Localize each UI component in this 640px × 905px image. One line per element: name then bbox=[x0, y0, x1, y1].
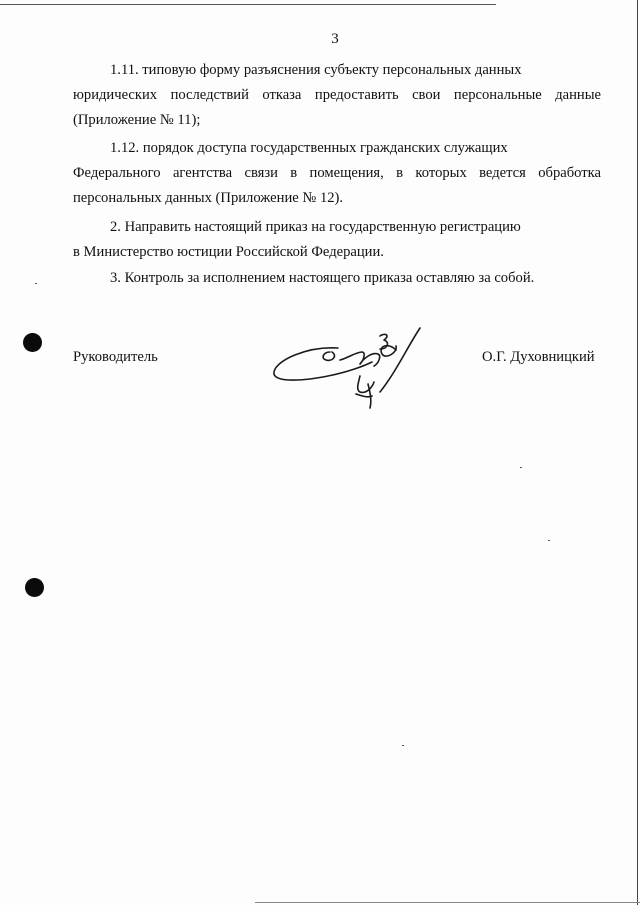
scan-speck bbox=[35, 283, 37, 284]
punch-hole bbox=[25, 578, 44, 597]
paragraph-3 bbox=[73, 266, 601, 291]
paragraph-1-12 bbox=[73, 136, 601, 211]
paragraph-first-line: 1.11. типовую форму разъяснения субъекту персональных данных bbox=[110, 62, 522, 78]
scan-bottom-edge bbox=[255, 902, 640, 903]
scan-speck bbox=[402, 745, 404, 746]
paragraph-continuation: Федерального агентства связи в помещения, в которых ведется обработка персональных данных (Приложение № 12). bbox=[73, 165, 601, 206]
signatory-position: Руководитель bbox=[73, 349, 158, 365]
paragraph-first-line: 3. Контроль за исполнением настоящего приказа оставляю за собой. bbox=[110, 270, 535, 286]
paragraph-first-line: 2. Направить настоящий приказ на государственную регистрацию bbox=[110, 219, 521, 235]
paragraph-2 bbox=[73, 215, 601, 265]
scan-speck bbox=[548, 540, 550, 541]
paragraph-continuation: в Министерство юстиции Российской Федерации. bbox=[73, 244, 384, 260]
handwritten-signature bbox=[268, 322, 428, 414]
scan-right-edge bbox=[637, 0, 638, 905]
paragraph-continuation: юридических последствий отказа предоставить свои персональные данные (Приложение № 11); bbox=[73, 87, 601, 128]
signatory-name: О.Г. Духовницкий bbox=[482, 349, 595, 365]
paragraph-1-11 bbox=[73, 58, 601, 133]
punch-hole bbox=[23, 333, 42, 352]
scan-speck bbox=[520, 467, 522, 468]
paragraph-first-line: 1.12. порядок доступа государственных гражданских служащих bbox=[110, 140, 508, 156]
page-number: 3 bbox=[331, 31, 339, 47]
scan-top-edge bbox=[0, 4, 496, 5]
